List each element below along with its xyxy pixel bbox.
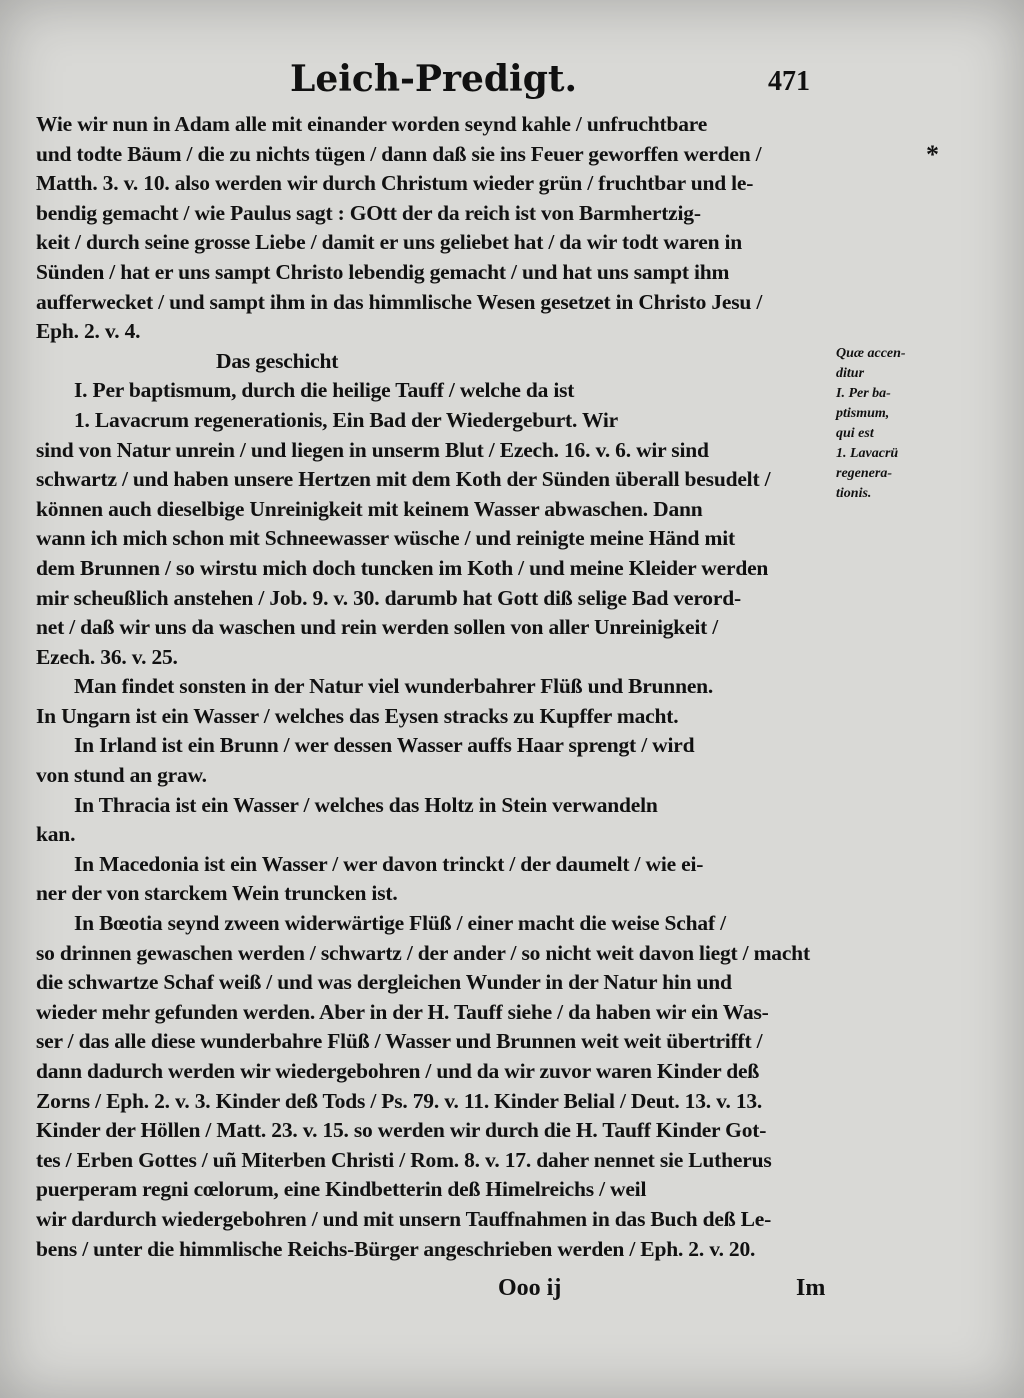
text-line: bens / unter die himmlische Reichs-Bürger angeschrieben werden / Eph. 2. v. 20. — [36, 1236, 756, 1261]
text-line: aufferwecket / und sampt ihm in das himmlische Wesen gesetzet in Christo Jesu / — [36, 289, 763, 314]
signature-mark: Ooo ij — [498, 1275, 562, 1301]
text-line: können auch dieselbige Unreinigkeit mit keinem Wasser abwaschen. Dann — [36, 496, 703, 521]
text-line: tes / Erben Gottes / uñ Miterben Christi / Rom. 8. v. 17. daher nennet sie Lutherus — [36, 1147, 772, 1172]
text-line: Wie wir nun in Adam alle mit einander worden seynd kahle / unfruchtbare — [36, 112, 708, 136]
text-line: schwartz / und haben unsere Hertzen mit dem Koth der Sünden überall besudelt / — [36, 467, 771, 492]
text-line: so drinnen gewaschen werden / schwartz / der ander / so nicht weit davon liegt / macht — [36, 940, 810, 965]
text-line: In Thracia ist ein Wasser / welches das Holtz in Stein verwandeln — [74, 792, 658, 817]
text-line: dem Brunnen / so wirstu mich doch tuncken im Koth / und meine Kleider werden — [36, 555, 769, 580]
text-line: Kinder der Höllen / Matt. 23. v. 15. so werden wir durch die H. Tauff Kinder Got- — [36, 1118, 767, 1143]
margin-asterisk: * — [926, 140, 939, 169]
margin-note-line: ditur — [836, 366, 865, 381]
text-line: Sünden / hat er uns sampt Christo lebendig gemacht / und hat uns sampt ihm — [36, 259, 730, 284]
text-line: wir dardurch wiedergebohren / und mit unsern Tauffnahmen in das Buch deß Le- — [36, 1206, 772, 1231]
margin-note-line: qui est — [836, 426, 874, 441]
main-text-block — [36, 110, 836, 1264]
section-subheading: Das geschicht — [216, 348, 339, 373]
text-line: sind von Natur unrein / und liegen in unserm Blut / Ezech. 16. v. 6. wir sind — [36, 437, 709, 462]
text-line: von stund an graw. — [36, 763, 207, 788]
text-line: Zorns / Eph. 2. v. 3. Kinder deß Tods / Ps. 79. v. 11. Kinder Belial / Deut. 13. v. 13. — [36, 1088, 763, 1113]
text-line: keit / durch seine grosse Liebe / damit er uns geliebet hat / da wir todt waren in — [36, 230, 743, 255]
margin-note-line: ptismum, — [836, 406, 890, 421]
marginal-note — [836, 344, 956, 504]
text-line: Ezech. 36. v. 25. — [36, 644, 178, 669]
text-line: dann dadurch werden wir wiedergebohren / und da wir zuvor waren Kinder deß — [36, 1059, 760, 1083]
text-line: In Ungarn ist ein Wasser / welches das Eysen stracks zu Kupffer macht. — [36, 703, 679, 728]
text-line: In Macedonia ist ein Wasser / wer davon trinckt / der daumelt / wie ei- — [74, 851, 704, 876]
text-line: ser / das alle diese wunderbahre Flüß / Wasser und Brunnen weit weit übertrifft / — [36, 1029, 763, 1054]
text-line: 1. Lavacrum regenerationis, Ein Bad der Wiedergeburt. Wir — [74, 407, 619, 432]
running-title: Leich-Predigt. — [290, 58, 578, 100]
text-line: In Bœotia seynd zween widerwärtige Flüß / einer macht die weise Schaf / — [74, 911, 726, 936]
page-number: 471 — [768, 66, 810, 97]
text-line: wieder mehr gefunden werden. Aber in der H. Tauff siehe / da haben wir ein Was- — [36, 999, 769, 1024]
margin-note-line: tionis. — [836, 486, 872, 501]
margin-note-line: regenera- — [836, 466, 892, 481]
text-line: In Irland ist ein Brunn / wer dessen Wasser auffs Haar sprengt / wird — [74, 733, 695, 758]
text-line: wann ich mich schon mit Schneewasser wüsche / und reinigte meine Händ mit — [36, 526, 735, 551]
text-line: I. Per baptismum, durch die heilige Tauff / welche da ist — [74, 378, 575, 403]
catchword: Im — [796, 1275, 826, 1301]
margin-note-line: Quæ accen- — [836, 346, 906, 361]
text-line: net / daß wir uns da waschen und rein werden sollen von aller Unreinigkeit / — [36, 615, 719, 640]
text-line: ner der von starckem Wein truncken ist. — [36, 881, 398, 906]
text-line: mir scheußlich anstehen / Job. 9. v. 30. darumb hat Gott diß selige Bad verord- — [36, 585, 741, 610]
margin-note-line: 1. Lavacrü — [836, 446, 899, 461]
text-line: bendig gemacht / wie Paulus sagt : GOtt der da reich ist von Barmhertzig- — [36, 200, 701, 225]
text-line: und todte Bäum / die zu nichts tügen / dann daß sie ins Feuer geworffen werden / — [36, 141, 762, 166]
text-line: Matth. 3. v. 10. also werden wir durch Christum wieder grün / fruchtbar und le- — [36, 171, 754, 196]
text-line: Eph. 2. v. 4. — [36, 319, 141, 344]
text-line: kan. — [36, 822, 76, 847]
text-line: Man findet sonsten in der Natur viel wunderbahrer Flüß und Brunnen. — [74, 674, 714, 699]
text-line: puerperam regni cœlorum, eine Kindbetterin deß Himelreichs / weil — [36, 1177, 647, 1202]
margin-note-line: I. Per ba- — [836, 386, 891, 401]
text-line: die schwartze Schaf weiß / und was dergleichen Wunder in der Natur hin und — [36, 970, 732, 995]
